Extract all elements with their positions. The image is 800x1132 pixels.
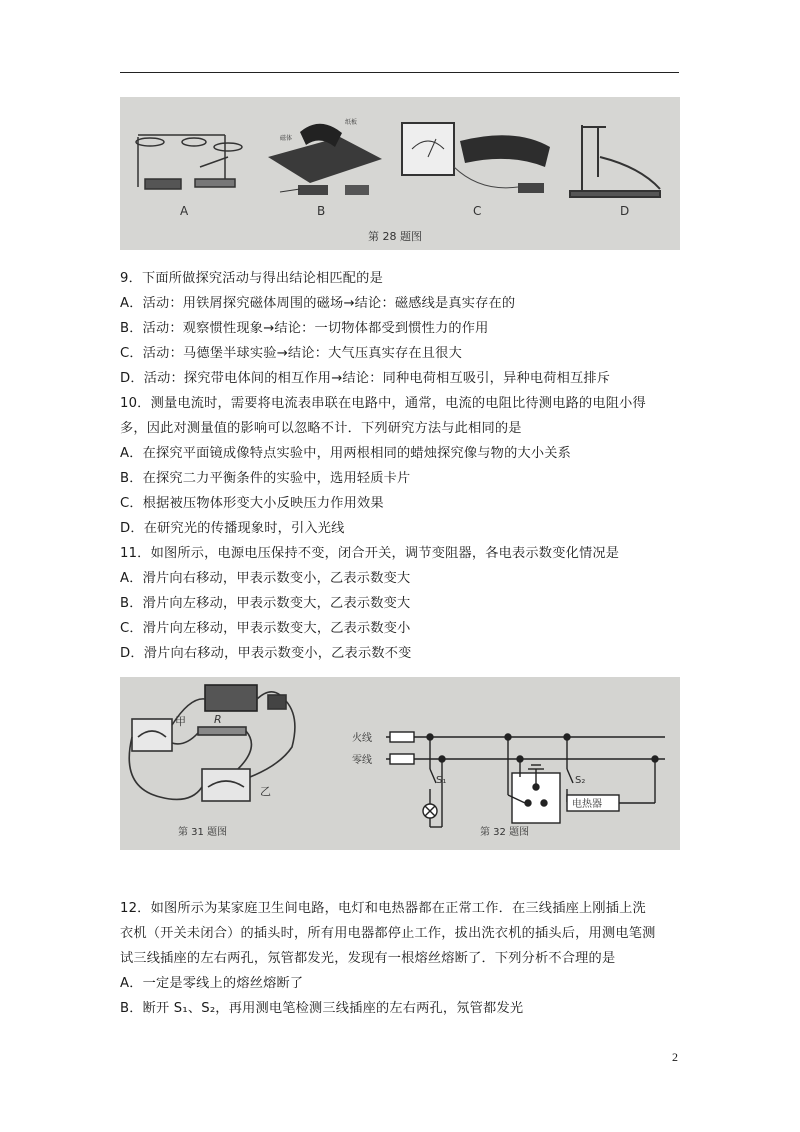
q12-stem-line-3: 试三线插座的左右两孔，氖管都发光，发现有一根熔丝熔断了．下列分析不合理的是 <box>120 951 616 966</box>
figure-28-label-b: B <box>317 204 326 218</box>
q10-stem-line-2: 多，因此对测量值的影响可以忽略不计．下列研究方法与此相同的是 <box>120 421 522 436</box>
questions-9-11 <box>120 266 680 666</box>
figure-31-label-yi: 乙 <box>260 785 271 798</box>
q11-stem: 11．如图所示，电源电压保持不变，闭合开关，调节变阻器，各电表示数变化情况是 <box>120 546 620 561</box>
figure-32-s1-label: S₁ <box>436 775 447 786</box>
q12-option-b: B．断开 S₁、S₂，再用测电笔检测三线插座的左右两孔，氖管都发光 <box>120 1001 524 1016</box>
q10-option-a: A．在探究平面镜成像特点实验中，用两根相同的蜡烛探究像与物的大小关系 <box>120 446 572 461</box>
q9-option-c: C．活动：马德堡半球实验→结论：大气压真实存在且很大 <box>120 346 462 361</box>
figure-28-label-a: A <box>180 204 189 218</box>
question-12 <box>120 896 680 1021</box>
q9-option-b: B．活动：观察惯性现象→结论：一切物体都受到惯性力的作用 <box>120 321 489 336</box>
header-rule <box>120 72 679 73</box>
figure-28-label-c: C <box>473 204 482 218</box>
q10-stem-line-1: 10．测量电流时，需要将电流表串联在电路中，通常，电流的电阻比待测电路的电阻小得 <box>120 396 646 411</box>
q9-option-d: D．活动：探究带电体间的相互作用→结论：同种电荷相互吸引，异种电荷相互排斥 <box>120 371 611 386</box>
q9-stem: 9．下面所做探究活动与得出结论相匹配的是 <box>120 271 383 286</box>
figure-31-label-r: R <box>214 713 222 726</box>
figure-31-caption: 第 31 题图 <box>178 827 228 838</box>
figure-32-s2-label: S₂ <box>575 775 586 786</box>
figure-32-heater-label: 电热器 <box>572 799 602 810</box>
figure-31-32-photo <box>120 677 680 850</box>
q10-option-b: B．在探究二力平衡条件的实验中，选用轻质卡片 <box>120 471 411 486</box>
q11-option-b: B．滑片向左移动，甲表示数变大，乙表示数变大 <box>120 596 411 611</box>
q9-option-a: A．活动：用铁屑探究磁体周围的磁场→结论：磁感线是真实存在的 <box>120 296 516 311</box>
figure-32-caption: 第 32 题图 <box>480 827 530 838</box>
q12-stem-line-2: 衣机（开关未闭合）的插头时，所有用电器都停止工作，拔出洗衣机的插头后，用测电笔测 <box>120 926 656 941</box>
q11-option-c: C．滑片向左移动，甲表示数变大，乙表示数变小 <box>120 621 411 636</box>
figure-28-caption: 第 28 题图 <box>368 230 422 243</box>
figure-28-label-d: D <box>620 204 630 218</box>
figure-28-tiny-label-2: 纸板 <box>345 119 358 126</box>
figure-31-label-jia: 甲 <box>175 715 186 728</box>
q10-option-c: C．根据被压物体形变大小反映压力作用效果 <box>120 496 384 511</box>
page-number: 2 <box>672 1050 678 1064</box>
q10-option-d: D．在研究光的传播现象时，引入光线 <box>120 521 345 536</box>
q12-stem-line-1: 12．如图所示为某家庭卫生间电路，电灯和电热器都在正常工作．在三线插座上刚插上洗 <box>120 901 646 916</box>
figure-32-neutral-wire-label: 零线 <box>352 755 372 766</box>
q11-option-a: A．滑片向右移动，甲表示数变小，乙表示数变大 <box>120 571 411 586</box>
q12-option-a: A．一定是零线上的熔丝熔断了 <box>120 976 304 991</box>
figure-28-tiny-label-1: 磁体 <box>280 135 293 142</box>
q11-option-d: D．滑片向右移动，甲表示数变小，乙表示数不变 <box>120 646 412 661</box>
figure-32-live-wire-label: 火线 <box>352 733 372 744</box>
figure-28-photo <box>120 97 680 250</box>
